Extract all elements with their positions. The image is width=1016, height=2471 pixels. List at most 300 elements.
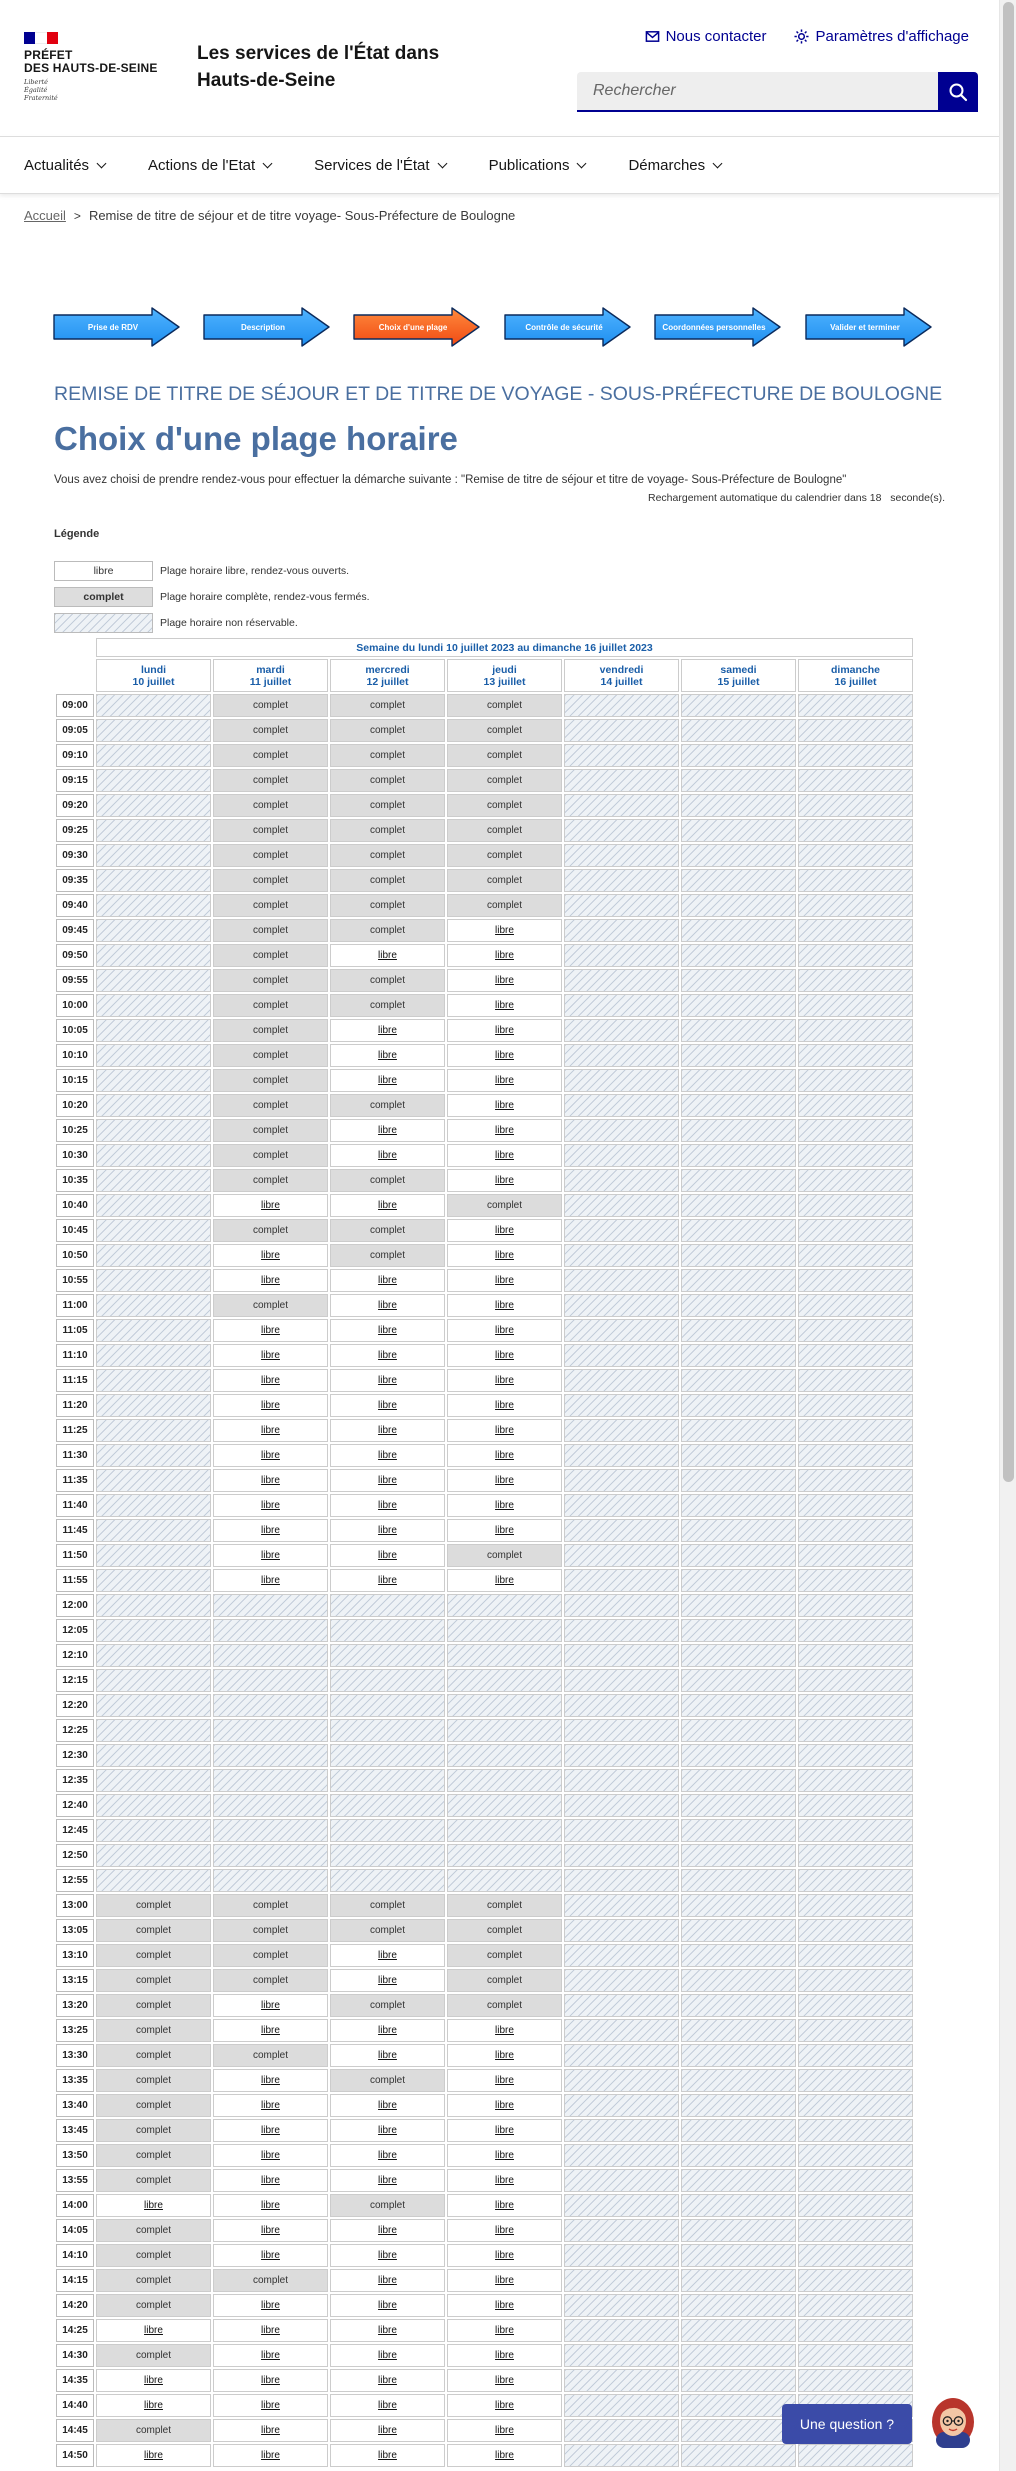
slot-libre[interactable] [213, 1344, 328, 1367]
slot-libre[interactable] [213, 1419, 328, 1442]
slot-libre[interactable] [213, 2219, 328, 2242]
slot-libre[interactable] [330, 2344, 445, 2367]
slot-libre-link[interactable]: libre [261, 2075, 280, 2086]
slot-libre-link[interactable]: libre [378, 1025, 397, 1036]
contact-link[interactable] [645, 28, 767, 45]
slot-unavailable [681, 1569, 796, 1592]
slot-libre-link[interactable]: libre [378, 1575, 397, 1586]
slot-libre[interactable] [213, 2419, 328, 2442]
slot-libre-link[interactable]: libre [495, 2450, 514, 2461]
slot-libre[interactable] [213, 2169, 328, 2192]
slot-libre[interactable] [213, 1319, 328, 1342]
slot-libre-link[interactable]: libre [495, 2225, 514, 2236]
slot-libre-link[interactable]: libre [378, 1325, 397, 1336]
slot-libre[interactable] [213, 1444, 328, 1467]
slot-libre-link[interactable]: libre [378, 2175, 397, 2186]
slot-libre-link[interactable]: libre [261, 2100, 280, 2111]
slot-libre[interactable] [330, 1569, 445, 1592]
slot-libre[interactable] [213, 2144, 328, 2167]
time-label: 12:45 [56, 1819, 94, 1842]
slot-libre[interactable] [213, 1244, 328, 1267]
slot-libre[interactable] [213, 2294, 328, 2317]
slot-libre[interactable] [330, 2394, 445, 2417]
slot-libre[interactable] [213, 2119, 328, 2142]
slot-libre-link[interactable]: libre [495, 925, 514, 936]
slot-libre-link[interactable]: libre [495, 2175, 514, 2186]
slot-libre[interactable] [330, 2369, 445, 2392]
slot-libre[interactable] [330, 1494, 445, 1517]
slot-libre-link[interactable]: libre [261, 1200, 280, 1211]
slot-libre-link[interactable]: libre [495, 1000, 514, 1011]
slot-libre-link[interactable]: libre [495, 1125, 514, 1136]
slot-libre-link[interactable]: libre [378, 2100, 397, 2111]
slot-libre[interactable] [330, 1969, 445, 1992]
slot-libre[interactable] [447, 1319, 562, 1342]
nav-item[interactable] [628, 157, 733, 174]
slot-unavailable [798, 1419, 913, 1442]
slot-complet: complet [213, 719, 328, 742]
slot-libre-link[interactable]: libre [378, 2225, 397, 2236]
slot-libre[interactable] [447, 2444, 562, 2467]
slot-libre-link[interactable]: libre [495, 2425, 514, 2436]
display-settings-label: Paramètres d'affichage [815, 28, 969, 45]
slot-libre[interactable] [330, 1544, 445, 1567]
step-arrow [804, 306, 934, 348]
slot-libre-link[interactable]: libre [495, 1525, 514, 1536]
slot-libre-link[interactable]: libre [378, 2300, 397, 2311]
slot-libre[interactable] [213, 2094, 328, 2117]
slot-libre-link[interactable]: libre [378, 2325, 397, 2336]
slot-libre-link[interactable]: libre [261, 1425, 280, 1436]
slot-libre-link[interactable]: libre [495, 1150, 514, 1161]
slot-libre-link[interactable]: libre [378, 2375, 397, 2386]
header-tools [645, 28, 969, 45]
slot-libre[interactable] [213, 1194, 328, 1217]
slot-libre-link[interactable]: libre [378, 1950, 397, 1961]
slot-libre[interactable] [447, 994, 562, 1017]
slot-libre[interactable] [447, 1219, 562, 1242]
time-label: 10:50 [56, 1244, 94, 1267]
time-label: 09:00 [56, 694, 94, 717]
slot-libre-link[interactable]: libre [378, 1525, 397, 1536]
slot-libre-link[interactable]: libre [378, 1050, 397, 1061]
slot-libre[interactable] [447, 1119, 562, 1142]
slot-libre-link[interactable]: libre [261, 2325, 280, 2336]
slot-libre[interactable] [447, 2144, 562, 2167]
slot-libre-link[interactable]: libre [261, 1350, 280, 1361]
slot-libre[interactable] [330, 1344, 445, 1367]
slot-libre-link[interactable]: libre [495, 1100, 514, 1111]
slot-libre-link[interactable]: libre [495, 975, 514, 986]
slot-complet: complet [213, 1219, 328, 1242]
slot-libre-link[interactable]: libre [261, 2125, 280, 2136]
slot-libre[interactable] [213, 2069, 328, 2092]
slot-libre-link[interactable]: libre [261, 2200, 280, 2211]
slot-libre-link[interactable]: libre [378, 1550, 397, 1561]
slot-libre[interactable] [447, 2194, 562, 2217]
slot-libre-link[interactable]: libre [495, 2200, 514, 2211]
slot-complet: complet [330, 2194, 445, 2217]
slot-libre-link[interactable]: libre [261, 2425, 280, 2436]
slot-libre-link[interactable]: libre [261, 2400, 280, 2411]
slot-libre-link[interactable]: libre [378, 2250, 397, 2261]
slot-libre[interactable] [447, 1419, 562, 1442]
slot-unavailable [213, 1744, 328, 1767]
slot-libre-link[interactable]: libre [378, 2025, 397, 2036]
search-input[interactable] [577, 72, 938, 112]
slot-libre-link[interactable]: libre [495, 1300, 514, 1311]
slot-libre[interactable] [213, 2244, 328, 2267]
slot-unavailable [798, 744, 913, 767]
slot-libre[interactable] [330, 2169, 445, 2192]
slot-unavailable [798, 1869, 913, 1892]
slot-libre-link[interactable]: libre [378, 2050, 397, 2061]
slot-libre-link[interactable]: libre [261, 2000, 280, 2011]
slot-libre[interactable] [330, 1469, 445, 1492]
slot-libre[interactable] [213, 1494, 328, 1517]
time-row [56, 1244, 913, 1267]
slot-complet: complet [96, 2419, 211, 2442]
slot-libre[interactable] [213, 2394, 328, 2417]
slot-libre-link[interactable]: libre [495, 950, 514, 961]
slot-complet: complet [330, 744, 445, 767]
slot-libre[interactable] [447, 944, 562, 967]
slot-libre[interactable] [330, 1519, 445, 1542]
slot-libre-link[interactable]: libre [261, 2225, 280, 2236]
slot-libre[interactable] [447, 1144, 562, 1167]
time-row [56, 2444, 913, 2467]
slot-libre-link[interactable]: libre [261, 1375, 280, 1386]
slot-libre-link[interactable]: libre [495, 1250, 514, 1261]
slot-libre[interactable] [447, 2394, 562, 2417]
slot-libre-link[interactable]: libre [261, 1275, 280, 1286]
slot-libre[interactable] [330, 2119, 445, 2142]
slot-libre-link[interactable]: libre [144, 2200, 163, 2211]
slot-libre-link[interactable]: libre [378, 2125, 397, 2136]
slot-libre-link[interactable]: libre [495, 2275, 514, 2286]
slot-libre-link[interactable]: libre [378, 2450, 397, 2461]
slot-libre-link[interactable]: libre [378, 2425, 397, 2436]
slot-libre[interactable] [213, 2344, 328, 2367]
slot-unavailable [96, 1519, 211, 1542]
time-label: 14:35 [56, 2369, 94, 2392]
slot-libre[interactable] [330, 1369, 445, 1392]
slot-unavailable [564, 869, 679, 892]
time-label: 13:15 [56, 1969, 94, 1992]
slot-libre[interactable] [330, 1019, 445, 1042]
slot-libre-link[interactable]: libre [495, 1175, 514, 1186]
nav-item[interactable] [489, 157, 598, 174]
slot-libre[interactable] [447, 2019, 562, 2042]
slot-libre-link[interactable]: libre [495, 2325, 514, 2336]
slot-libre[interactable] [330, 2019, 445, 2042]
slot-libre-link[interactable]: libre [144, 2400, 163, 2411]
slot-libre[interactable] [213, 2319, 328, 2342]
slot-libre-link[interactable]: libre [261, 2025, 280, 2036]
slot-libre[interactable] [330, 1394, 445, 1417]
slot-libre-link[interactable]: libre [261, 2150, 280, 2161]
slot-libre-link[interactable]: libre [261, 1325, 280, 1336]
slot-libre-link[interactable]: libre [378, 1475, 397, 1486]
slot-libre-link[interactable]: libre [495, 2250, 514, 2261]
day-date: 15 juillet [717, 675, 760, 688]
slot-unavailable [564, 2244, 679, 2267]
slot-libre[interactable] [213, 1269, 328, 1292]
time-row [56, 1419, 913, 1442]
slot-libre-link[interactable]: libre [378, 1400, 397, 1411]
slot-libre[interactable] [447, 1494, 562, 1517]
slot-unavailable [798, 1969, 913, 1992]
slot-libre-link[interactable]: libre [495, 2150, 514, 2161]
slot-libre-link[interactable]: libre [261, 1550, 280, 1561]
slot-libre-link[interactable]: libre [378, 2275, 397, 2286]
slot-libre[interactable] [447, 969, 562, 992]
slot-libre[interactable] [447, 2069, 562, 2092]
slot-libre-link[interactable]: libre [495, 2050, 514, 2061]
slot-libre-link[interactable]: libre [378, 1200, 397, 1211]
slot-libre[interactable] [447, 919, 562, 942]
slot-libre[interactable] [96, 2394, 211, 2417]
slot-libre[interactable] [447, 1169, 562, 1192]
slot-libre[interactable] [96, 2194, 211, 2217]
slot-libre[interactable] [447, 1044, 562, 1067]
slot-libre-link[interactable]: libre [261, 1400, 280, 1411]
slot-libre-link[interactable]: libre [261, 2175, 280, 2186]
slot-libre[interactable] [447, 1019, 562, 1042]
slot-libre[interactable] [96, 2319, 211, 2342]
slot-libre[interactable] [330, 944, 445, 967]
slot-libre[interactable] [447, 1369, 562, 1392]
time-row [56, 2094, 913, 2117]
slot-libre[interactable] [447, 1394, 562, 1417]
slot-libre-link[interactable]: libre [495, 1050, 514, 1061]
slot-libre[interactable] [330, 2219, 445, 2242]
slot-libre[interactable] [213, 1994, 328, 2017]
slot-libre[interactable] [447, 2094, 562, 2117]
slot-libre-link[interactable]: libre [261, 1525, 280, 1536]
slot-libre-link[interactable]: libre [495, 2025, 514, 2036]
slot-unavailable [798, 1044, 913, 1067]
slot-libre[interactable] [447, 2419, 562, 2442]
slot-libre-link[interactable]: libre [495, 1500, 514, 1511]
slot-libre-link[interactable]: libre [495, 1225, 514, 1236]
slot-libre-link[interactable]: libre [378, 950, 397, 961]
slot-libre-link[interactable]: libre [495, 2075, 514, 2086]
slot-libre-link[interactable]: libre [495, 1375, 514, 1386]
time-row [56, 1669, 913, 1692]
slot-libre-link[interactable]: libre [261, 2375, 280, 2386]
slot-libre-link[interactable]: libre [378, 2150, 397, 2161]
time-row [56, 1394, 913, 1417]
slot-libre-link[interactable]: libre [378, 1450, 397, 1461]
slot-libre-link[interactable]: libre [261, 1250, 280, 1261]
slot-libre[interactable] [330, 2044, 445, 2067]
slot-libre-link[interactable]: libre [495, 1450, 514, 1461]
slot-libre[interactable] [330, 1419, 445, 1442]
slot-libre-link[interactable]: libre [261, 2300, 280, 2311]
slot-libre[interactable] [447, 2369, 562, 2392]
chat-button[interactable]: Une question ? [782, 2404, 912, 2444]
slot-libre[interactable] [330, 2094, 445, 2117]
slot-libre[interactable] [447, 2244, 562, 2267]
slot-libre-link[interactable]: libre [261, 2350, 280, 2361]
slot-libre-link[interactable]: libre [144, 2325, 163, 2336]
scrollbar[interactable] [999, 0, 1016, 2471]
slot-libre-link[interactable]: libre [495, 2100, 514, 2111]
slot-libre[interactable] [213, 2444, 328, 2467]
slot-libre[interactable] [330, 1944, 445, 1967]
chat-avatar-icon[interactable] [928, 2392, 978, 2448]
display-settings-link[interactable] [794, 28, 969, 45]
slot-libre[interactable] [213, 1369, 328, 1392]
slot-libre-link[interactable]: libre [261, 2450, 280, 2461]
slot-unavailable [681, 819, 796, 842]
slot-libre[interactable] [213, 2369, 328, 2392]
slot-libre[interactable] [330, 1444, 445, 1467]
slot-libre-link[interactable]: libre [378, 1425, 397, 1436]
slot-libre[interactable] [330, 2144, 445, 2167]
search-button[interactable] [938, 72, 978, 112]
slot-unavailable [330, 1619, 445, 1642]
slot-libre[interactable] [447, 1069, 562, 1092]
nav-item[interactable] [24, 157, 117, 174]
slot-libre[interactable] [96, 2444, 211, 2467]
slot-libre[interactable] [330, 2244, 445, 2267]
slot-libre[interactable] [447, 1344, 562, 1367]
slot-libre-link[interactable]: libre [495, 1275, 514, 1286]
slot-complet: complet [330, 1169, 445, 1192]
slot-libre[interactable] [447, 1444, 562, 1467]
slot-libre[interactable] [330, 2419, 445, 2442]
time-row [56, 2344, 913, 2367]
breadcrumb-home-link[interactable]: Accueil [24, 208, 66, 223]
scrollbar-thumb[interactable] [1003, 2, 1014, 1482]
slot-libre[interactable] [213, 1569, 328, 1592]
site-title[interactable]: Les services de l'État dans Hauts-de-Seine [197, 43, 440, 91]
slot-libre[interactable] [447, 2269, 562, 2292]
slot-libre[interactable] [213, 2194, 328, 2217]
slot-unavailable [330, 1669, 445, 1692]
slot-libre[interactable] [330, 1269, 445, 1292]
slot-libre[interactable] [213, 2019, 328, 2042]
slot-libre-link[interactable]: libre [378, 1300, 397, 1311]
slot-libre-link[interactable]: libre [378, 1150, 397, 1161]
slot-libre[interactable] [213, 1519, 328, 1542]
slot-libre-link[interactable]: libre [495, 1350, 514, 1361]
slot-libre[interactable] [213, 1394, 328, 1417]
slot-libre[interactable] [447, 1094, 562, 1117]
slot-libre-link[interactable]: libre [378, 1075, 397, 1086]
nav-item[interactable] [148, 157, 283, 174]
slot-libre[interactable] [213, 1469, 328, 1492]
slot-libre-link[interactable]: libre [378, 1125, 397, 1136]
slot-libre-link[interactable]: libre [495, 2400, 514, 2411]
slot-libre-link[interactable]: libre [495, 2125, 514, 2136]
slot-libre-link[interactable]: libre [378, 1350, 397, 1361]
slot-complet: complet [213, 1094, 328, 1117]
slot-libre[interactable] [330, 1319, 445, 1342]
slot-libre-link[interactable]: libre [378, 2350, 397, 2361]
slot-libre[interactable] [447, 2119, 562, 2142]
step-label: Contrôle de sécurité [525, 322, 603, 332]
legend-na-text: Plage horaire non réservable. [160, 617, 298, 629]
slot-libre-link[interactable]: libre [495, 2300, 514, 2311]
time-label: 10:10 [56, 1044, 94, 1067]
slot-libre-link[interactable]: libre [261, 1475, 280, 1486]
slot-libre[interactable] [447, 1519, 562, 1542]
slot-libre[interactable] [447, 2044, 562, 2067]
slot-libre[interactable] [213, 1544, 328, 1567]
slot-libre-link[interactable]: libre [495, 2375, 514, 2386]
slot-libre-link[interactable]: libre [495, 1025, 514, 1036]
slot-unavailable [681, 2244, 796, 2267]
slot-libre[interactable] [447, 1569, 562, 1592]
prefecture-logo[interactable] [24, 32, 164, 102]
slot-complet: complet [213, 1944, 328, 1967]
slot-libre[interactable] [330, 1119, 445, 1142]
slot-libre-link[interactable]: libre [495, 1400, 514, 1411]
slot-libre-link[interactable]: libre [378, 1275, 397, 1286]
slot-libre-link[interactable]: libre [495, 1425, 514, 1436]
slot-libre[interactable] [330, 2269, 445, 2292]
slot-libre-link[interactable]: libre [378, 2400, 397, 2411]
slot-libre[interactable] [330, 1194, 445, 1217]
slot-libre[interactable] [447, 2219, 562, 2242]
slot-libre[interactable] [96, 2369, 211, 2392]
time-row [56, 1269, 913, 1292]
slot-libre-link[interactable]: libre [261, 1575, 280, 1586]
slot-unavailable [564, 1194, 679, 1217]
slot-libre[interactable] [447, 1269, 562, 1292]
slot-libre-link[interactable]: libre [378, 1375, 397, 1386]
slot-libre-link[interactable]: libre [495, 1325, 514, 1336]
slot-libre-link[interactable]: libre [261, 1450, 280, 1461]
slot-libre[interactable] [447, 1294, 562, 1317]
slot-libre-link[interactable]: libre [495, 1075, 514, 1086]
slot-libre-link[interactable]: libre [495, 1575, 514, 1586]
slot-libre-link[interactable]: libre [144, 2450, 163, 2461]
slot-libre[interactable] [330, 1069, 445, 1092]
slot-libre[interactable] [447, 1469, 562, 1492]
slot-libre[interactable] [447, 2294, 562, 2317]
slot-libre[interactable] [330, 1044, 445, 1067]
slot-libre-link[interactable]: libre [378, 1500, 397, 1511]
slot-libre-link[interactable]: libre [495, 1475, 514, 1486]
slot-unavailable [96, 1844, 211, 1867]
slot-libre-link[interactable]: libre [495, 2350, 514, 2361]
slot-libre[interactable] [447, 1244, 562, 1267]
slot-libre-link[interactable]: libre [378, 1975, 397, 1986]
slot-libre[interactable] [447, 2344, 562, 2367]
slot-libre[interactable] [330, 2294, 445, 2317]
slot-complet: complet [213, 894, 328, 917]
slot-libre-link[interactable]: libre [261, 1500, 280, 1511]
time-label: 14:20 [56, 2294, 94, 2317]
slot-libre[interactable] [330, 2444, 445, 2467]
nav-item[interactable] [314, 157, 457, 174]
slot-libre[interactable] [330, 2319, 445, 2342]
slot-libre[interactable] [330, 1294, 445, 1317]
slot-libre-link[interactable]: libre [144, 2375, 163, 2386]
slot-libre[interactable] [447, 2319, 562, 2342]
slot-libre-link[interactable]: libre [261, 2250, 280, 2261]
slot-libre[interactable] [330, 1144, 445, 1167]
day-header [564, 659, 679, 692]
slot-unavailable [96, 1294, 211, 1317]
time-label: 09:40 [56, 894, 94, 917]
slot-libre[interactable] [447, 2169, 562, 2192]
day-date: 16 juillet [834, 675, 877, 688]
